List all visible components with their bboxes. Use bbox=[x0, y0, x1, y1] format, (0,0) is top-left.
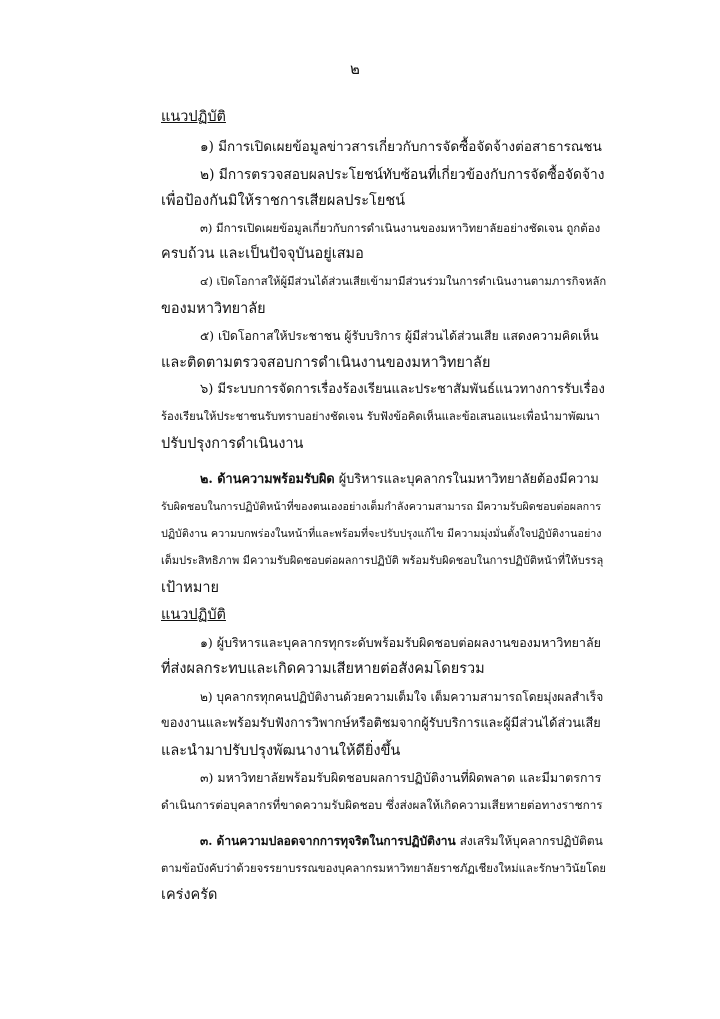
section-2-first-line bbox=[200, 470, 599, 490]
section-3-title: ๓. ด้านความปลอดจากการทุจริตในการปฏิบัติงาน bbox=[200, 834, 456, 848]
section-3-line: เคร่งครัด bbox=[161, 887, 218, 903]
practice-line: และนำมาปรับปรุงพัฒนางานให้ดียิ่งขึ้น bbox=[161, 743, 401, 759]
practice-line: ปรับปรุงการดำเนินงาน bbox=[161, 436, 304, 452]
section-2-line: รับผิดชอบในการปฏิบัติหน้าที่ของตนเองอย่างเต็มกำลังความสามารถ มีความรับผิดชอบต่อผลการ bbox=[161, 500, 602, 513]
section-2-text: ผู้บริหารและบุคลากรในมหาวิทยาลัยต้องมีความ bbox=[334, 472, 599, 487]
practice-line: ๑) ผู้บริหารและบุคลากรทุกระดับพร้อมรับผิดชอบต่อผลงานของมหาวิทยาลัย bbox=[200, 635, 601, 650]
section-2-line: ปฏิบัติงาน ความบกพร่องในหน้าที่และพร้อมที่จะปรับปรุงแก้ไข มีความมุ่งมั่นตั้งใจปฏิบัติงานอย่าง bbox=[161, 527, 602, 540]
practice-line: ร้องเรียนให้ประชาชนรับทราบอย่างชัดเจน รับฟังข้อคิดเห็นและข้อเสนอแนะเพื่อนำมาพัฒนา bbox=[161, 410, 600, 423]
practice-line: ครบถ้วน และเป็นปัจจุบันอยู่เสมอ bbox=[161, 246, 364, 262]
section-3-text: ส่งเสริมให้บุคลากรปฏิบัติตน bbox=[455, 834, 603, 848]
practice-line: ของงานและพร้อมรับฟังการวิพากษ์หรือติชมจากผู้รับบริการและผู้มีส่วนได้ส่วนเสีย bbox=[161, 716, 601, 731]
practice-line: ๒) บุคลากรทุกคนปฏิบัติงานด้วยความเต็มใจ เต็มความสามารถโดยมุ่งผลสำเร็จ bbox=[200, 690, 604, 704]
practice-line: ๑) มีการเปิดเผยข้อมูลข่าวสารเกี่ยวกับการจัดซื้อจัดจ้างต่อสาธารณชน bbox=[200, 139, 602, 155]
practice-line: ๔) เปิดโอกาสให้ผู้มีส่วนได้ส่วนเสียเข้ามามีส่วนร่วมในการดำเนินงานตามภารกิจหลัก bbox=[200, 275, 607, 288]
section-heading-practices: แนวปฏิบัติ bbox=[161, 607, 226, 623]
section-2-line: เป้าหมาย bbox=[161, 580, 220, 596]
practice-line: ๖) มีระบบการจัดการเรื่องร้องเรียนและประชาสัมพันธ์แนวทางการรับเรื่อง bbox=[200, 382, 605, 397]
practice-line: ๒) มีการตรวจสอบผลประโยชน์ทับซ้อนที่เกี่ยวข้องกับการจัดซื้อจัดจ้าง bbox=[200, 167, 605, 183]
practice-line: ๓) มีการเปิดเผยข้อมูลเกี่ยวกับการดำเนินงานของมหาวิทยาลัยอย่างชัดเจน ถูกต้อง bbox=[200, 221, 601, 235]
section-3-line: ตามข้อบังคับว่าด้วยจรรยาบรรณของบุคลากรมหาวิทยาลัยราชภัฏเชียงใหม่และรักษาวินัยโดย bbox=[161, 862, 607, 875]
page-number: ๒ bbox=[350, 60, 360, 78]
practice-line: เพื่อป้องกันมิให้ราชการเสียผลประโยชน์ bbox=[161, 193, 406, 209]
practice-line: ของมหาวิทยาลัย bbox=[161, 301, 266, 317]
section-2-title: ๒. ด้านความพร้อมรับผิด bbox=[200, 472, 335, 487]
practice-line: ๓) มหาวิทยาลัยพร้อมรับผิดชอบผลการปฏิบัติงานที่ผิดพลาด และมีมาตรการ bbox=[200, 770, 602, 785]
section-2-line: เต็มประสิทธิภาพ มีความรับผิดชอบต่อผลการปฏิบัติ พร้อมรับผิดชอบในการปฏิบัติหน้าที่ให้บรรลุ bbox=[161, 554, 604, 567]
practice-line: ดำเนินการต่อบุคลากรที่ขาดความรับผิดชอบ ซึ่งส่งผลให้เกิดความเสียหายต่อทางราชการ bbox=[161, 798, 603, 812]
section-heading-practices: แนวปฏิบัติ bbox=[161, 109, 226, 125]
section-3-first-line bbox=[200, 831, 603, 851]
practice-line: ๕) เปิดโอกาสให้ประชาชน ผู้รับบริการ ผู้มีส่วนได้ส่วนเสีย แสดงความคิดเห็น bbox=[200, 329, 599, 343]
practice-line: ที่ส่งผลกระทบและเกิดความเสียหายต่อสังคมโดยรวม bbox=[161, 661, 485, 677]
practice-line: และติดตามตรวจสอบการดำเนินงานของมหาวิทยาลัย bbox=[161, 355, 491, 371]
